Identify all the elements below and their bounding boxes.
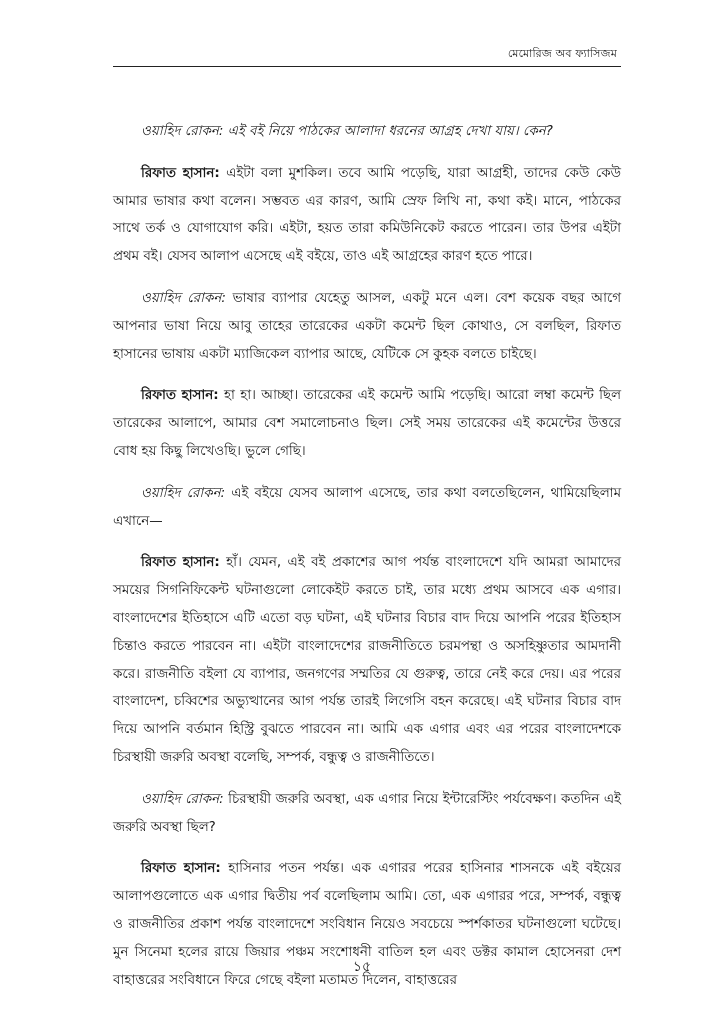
paragraph (113, 160, 621, 271)
paragraph-text: এই বই নিয়ে পাঠকের আলাদা ধরনের আগ্রহ দেখা যায়। কেন? (223, 124, 553, 139)
speaker-label: ওয়াহিদ রোকন: (141, 290, 226, 306)
speaker-label: ওয়াহিদ রোকন: (141, 791, 224, 807)
paragraph (113, 118, 621, 146)
header-rule (113, 66, 621, 67)
paragraph (113, 382, 621, 465)
speaker-label: রিফাত হাসান: (141, 555, 220, 571)
paragraph-text: হাসিনার পতন পর্যন্ত। এক এগারর পরের হাসিনার শাসনকে এই বইয়ের আলাপগুলোতে এক এগার দ্বিতীয় পর্ব বলেছিলাম আমি। তো, এক এগারর পরে, সম্পর্ক, বন্ধুত্ব ও রাজনীতির প্রকাশ পর্যন্ত বাংলাদেশে সংবিধান নিয়েও সবচেয়ে স্পর্শকাতর ঘটনাগুলো ঘটেছে। মুন সিনেমা হলের রায়ে জিয়ার পঞ্চম সংশোধনী বাতিল হল এবং ডক্টর কামাল হোসেনরা দেশ বাহাত্তরের সংবিধানে ফিরে গেছে বইলা মতামত দিলেন, বাহাত্তরের (113, 861, 621, 988)
paragraph-text: চিরস্থায়ী জরুরি অবস্থা, এক এগার নিয়ে ইন্টারেস্টিং পর্যবেক্ষণ। কতদিন এই জরুরি অবস্থা ছিল? (113, 791, 622, 835)
paragraph-text: হা হা। আচ্ছা। তারেকের এই কমেন্ট আমি পড়েছি। আরো লম্বা কমেন্ট ছিল তারেকের আলাপে, আমার বেশ সমালোচনাও ছিল। সেই সময় তারেকের এই কমেন্টের উত্তরে বোধ হয় কিছু লিখেওছি। ভুলে গেছি। (113, 388, 622, 459)
speaker-label: রিফাত হাসান: (141, 388, 219, 404)
paragraph-text: এই বইয়ে যেসব আলাপ এসেছে, তার কথা বলতেছিলেন, থামিয়েছিলাম এখানে— (113, 485, 622, 529)
page-content (113, 118, 621, 1008)
speaker-label: ওয়াহিদ রোকন: (141, 485, 226, 501)
speaker-label: রিফাত হাসান: (141, 165, 220, 181)
page-number: ১৫ (352, 959, 372, 975)
paragraph-text: এইটা বলা মুশকিল। তবে আমি পড়েছি, যারা আগ্রহী, তাদের কেউ কেউ আমার ভাষার কথা বলেন। সম্ভবত এর কারণ, আমি স্রেফ লিখি না, কথা কই। মানে, পাঠকের সাথে তর্ক ও যোগাযোগ করি। এইটা, হয়ত তারা কমিউনিকেট করতে পারেন। তার উপর এইটা প্রথম বই। যেসব আলাপ এসেছে এই বইয়ে, তাও এই আগ্রহের কারণ হতে পারে। (113, 165, 621, 265)
paragraph-text: হাঁ। যেমন, এই বই প্রকাশের আগ পর্যন্ত বাংলাদেশে যদি আমরা আমাদের সময়ের সিগনিফিকেন্ট ঘটনাগুলো লোকেইট করতে চাই, তার মধ্যে প্রথম আসবে এক এগার। বাংলাদেশের ইতিহাসে এটি এতো বড় ঘটনা, এই ঘটনার বিচার বাদ দিয়ে আপনি পরের ইতিহাস চিন্তাও করতে পারবেন না। এইটা বাংলাদেশের রাজনীতিতে চরমপন্থা ও অসহিষ্ণুতার আমদানী করে। রাজনীতি বইলা যে ব্যাপার, জনগণের সম্মতির যে গুরুত্ব, তারে নেই করে দেয়। এর পরের বাংলাদেশ, চব্বিশের অভ্যুত্থানের আগ পর্যন্ত তারই লিগেসি বহন করেছে। এই ঘটনার বিচার বাদ দিয়ে আপনি বর্তমান হিস্ট্রি বুঝতে পারবেন না। আমি এক এগার এবং এর পরের বাংলাদেশকে চিরস্থায়ী জরুরি অবস্থা বলেছি, সম্পর্ক, বন্ধুত্ব ও রাজনীতিতে। (113, 555, 621, 765)
running-header: মেমোরিজ অব ফ্যাসিজম (507, 47, 617, 60)
paragraph (113, 786, 621, 842)
paragraph-text: ভাষার ব্যাপার যেহেতু আসল, একটু মনে এল। বেশ কয়েক বছর আগে আপনার ভাষা নিয়ে আবু তাহের তারেকের একটা কমেন্ট ছিল কোথাও, সে বলছিল, রিফাত হাসানের ভাষায় একটা ম্যাজিকেল ব্যাপার আছে, যেটিকে সে কুহক বলতে চাইছে। (113, 290, 621, 362)
paragraph (113, 480, 621, 536)
paragraph (113, 549, 621, 771)
speaker-label: ওয়াহিদ রোকন: (141, 124, 224, 139)
speaker-label: রিফাত হাসান: (141, 861, 221, 877)
paragraph (113, 285, 621, 368)
